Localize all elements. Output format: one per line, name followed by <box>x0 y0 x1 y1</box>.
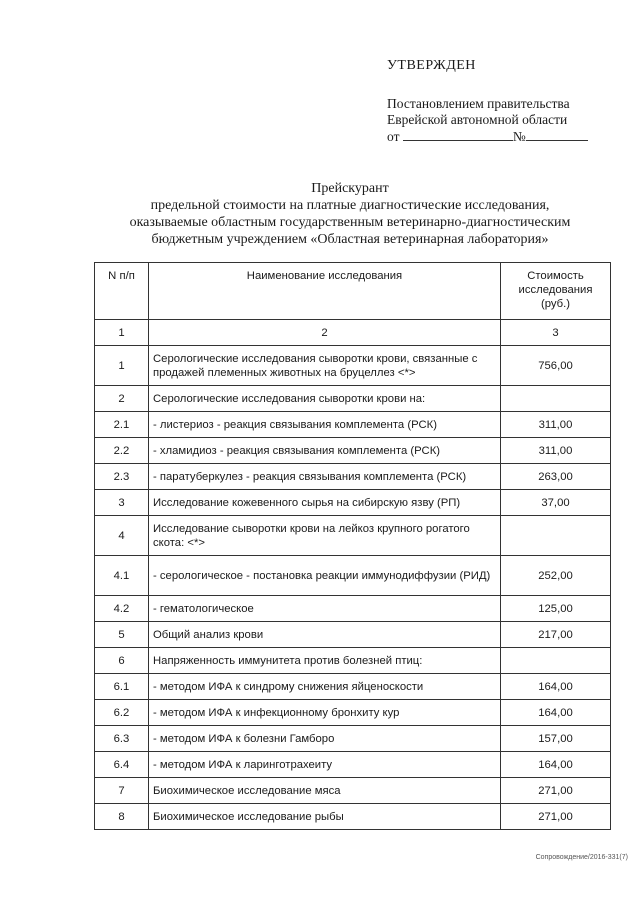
row-name: - листериоз - реакция связывания комплемента (РСК) <box>149 412 501 438</box>
row-name: - паратуберкулез - реакция связывания комплемента (РСК) <box>149 464 501 490</box>
column-number-2: 2 <box>149 320 501 346</box>
table-row <box>95 438 611 464</box>
footer-code: Сопровождение/2016-331(7) <box>535 854 628 861</box>
row-price: 756,00 <box>501 346 611 386</box>
document-heading <box>60 180 640 248</box>
row-num: 2.3 <box>95 464 149 490</box>
approval-date-line <box>387 128 627 145</box>
table-header-row <box>95 263 611 320</box>
table-row <box>95 490 611 516</box>
row-name: Серологические исследования сыворотки крови, связанные с продажей племенных животных на бруцеллез <*> <box>149 346 501 386</box>
approval-block <box>387 58 627 145</box>
approval-number-blank <box>526 128 588 141</box>
header-name: Наименование исследования <box>149 263 501 320</box>
row-price: 217,00 <box>501 622 611 648</box>
row-name: Биохимическое исследование мяса <box>149 778 501 804</box>
row-name: - методом ИФА к болезни Гамборо <box>149 726 501 752</box>
row-price: 311,00 <box>501 412 611 438</box>
row-price: 263,00 <box>501 464 611 490</box>
row-num: 3 <box>95 490 149 516</box>
row-price <box>501 516 611 556</box>
row-num: 4 <box>95 516 149 556</box>
row-num: 6.1 <box>95 674 149 700</box>
row-num: 6.3 <box>95 726 149 752</box>
header-num: N п/п <box>95 263 149 320</box>
header-cost: Стоимость исследования (руб.) <box>501 263 611 320</box>
row-name: - хламидиоз - реакция связывания комплемента (РСК) <box>149 438 501 464</box>
row-num: 1 <box>95 346 149 386</box>
row-price <box>501 648 611 674</box>
price-table <box>94 262 611 830</box>
row-price: 252,00 <box>501 556 611 596</box>
approval-line-1: Постановлением правительства <box>387 96 570 111</box>
row-num: 2.1 <box>95 412 149 438</box>
table-row <box>95 726 611 752</box>
table-row <box>95 648 611 674</box>
row-num: 8 <box>95 804 149 830</box>
row-name: Напряженность иммунитета против болезней птиц: <box>149 648 501 674</box>
row-name: Общий анализ крови <box>149 622 501 648</box>
table-row <box>95 412 611 438</box>
approval-title: УТВЕРЖДЕН <box>387 58 476 73</box>
row-name: - методом ИФА к синдрому снижения яйценоскости <box>149 674 501 700</box>
table-row <box>95 516 611 556</box>
approval-line-2: Еврейской автономной области <box>387 112 568 127</box>
table-row <box>95 700 611 726</box>
column-numbers-row <box>95 320 611 346</box>
row-price: 37,00 <box>501 490 611 516</box>
approval-date-blank <box>403 128 513 141</box>
heading-title: Прейскурант <box>311 181 389 196</box>
heading-line-2: оказываемые областным государственным ветеринарно-диагностическим <box>129 215 571 230</box>
row-name: - гематологическое <box>149 596 501 622</box>
table-row <box>95 386 611 412</box>
approval-from-label: от <box>387 129 400 144</box>
row-num: 6.2 <box>95 700 149 726</box>
row-num: 2 <box>95 386 149 412</box>
heading-line-1: предельной стоимости на платные диагностические исследования, <box>150 198 550 213</box>
heading-line-3: бюджетным учреждением «Областная ветеринарная лаборатория» <box>151 232 549 247</box>
table-row <box>95 804 611 830</box>
table-row <box>95 346 611 386</box>
table-row <box>95 752 611 778</box>
row-num: 6.4 <box>95 752 149 778</box>
row-price: 157,00 <box>501 726 611 752</box>
table-row <box>95 778 611 804</box>
row-price: 164,00 <box>501 752 611 778</box>
row-num: 4.2 <box>95 596 149 622</box>
row-name: - методом ИФА к инфекционному бронхиту кур <box>149 700 501 726</box>
row-num: 2.2 <box>95 438 149 464</box>
row-price: 271,00 <box>501 778 611 804</box>
row-name: Серологические исследования сыворотки крови на: <box>149 386 501 412</box>
row-name: Исследование кожевенного сырья на сибирскую язву (РП) <box>149 490 501 516</box>
row-price: 271,00 <box>501 804 611 830</box>
table-row <box>95 622 611 648</box>
row-num: 5 <box>95 622 149 648</box>
row-num: 6 <box>95 648 149 674</box>
row-name: - методом ИФА к ларинготрахеиту <box>149 752 501 778</box>
column-number-3: 3 <box>501 320 611 346</box>
row-num: 7 <box>95 778 149 804</box>
row-price: 164,00 <box>501 700 611 726</box>
approval-number-label: № <box>512 129 526 144</box>
table-row <box>95 674 611 700</box>
row-name: Исследование сыворотки крови на лейкоз крупного рогатого скота: <*> <box>149 516 501 556</box>
row-num: 4.1 <box>95 556 149 596</box>
table-row <box>95 556 611 596</box>
row-price: 125,00 <box>501 596 611 622</box>
row-name: Биохимическое исследование рыбы <box>149 804 501 830</box>
row-price <box>501 386 611 412</box>
table-row <box>95 596 611 622</box>
column-number-1: 1 <box>95 320 149 346</box>
row-price: 164,00 <box>501 674 611 700</box>
row-price: 311,00 <box>501 438 611 464</box>
row-name: - серологическое - постановка реакции иммунодиффузии (РИД) <box>149 556 501 596</box>
table-row <box>95 464 611 490</box>
